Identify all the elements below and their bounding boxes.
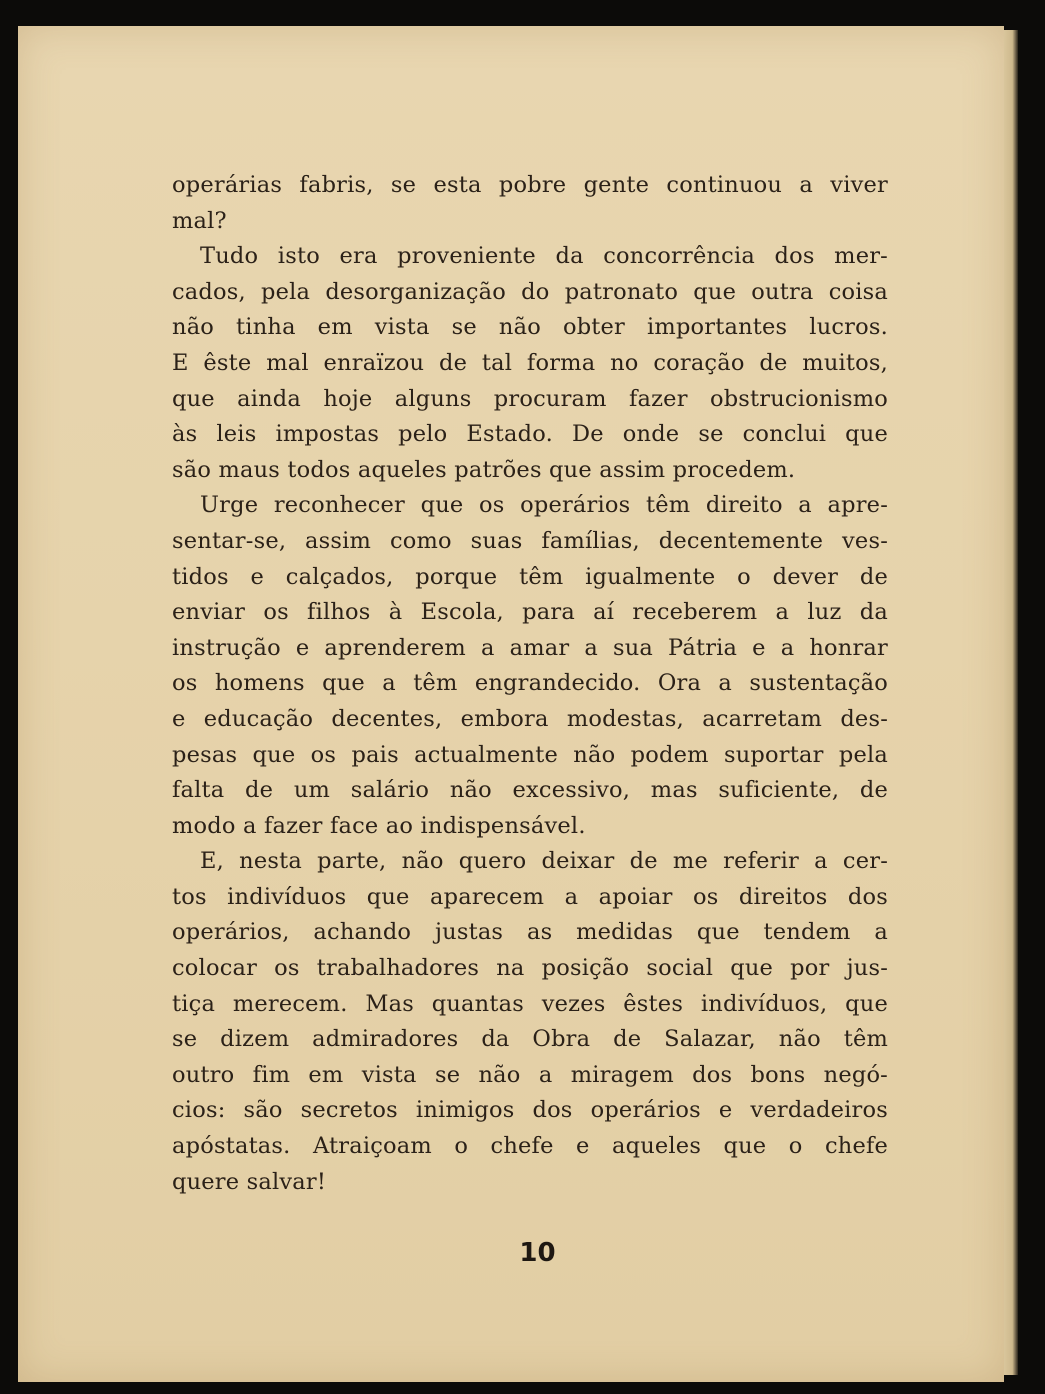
text-line: não tinha em vista se não obter importantes lucros. (172, 314, 888, 341)
text-line: mal? (172, 207, 227, 234)
text-line: operários, achando justas as medidas que tendem a (172, 919, 888, 946)
text-line: e educação decentes, embora modestas, acarretam des- (172, 705, 888, 732)
text-line: apóstatas. Atraiçoam o chefe e aqueles que o chefe (172, 1133, 888, 1160)
text-line: às leis impostas pelo Estado. De onde se conclui que (172, 421, 888, 448)
paragraph (172, 844, 888, 1200)
text-line: pesas que os pais actualmente não podem suportar pela (172, 741, 888, 768)
text-line: que ainda hoje alguns procuram fazer obstrucionismo (172, 385, 888, 412)
text-line: Urge reconhecer que os operários têm direito a apre- (200, 492, 888, 519)
text-line: falta de um salário não excessivo, mas suficiente, de (172, 777, 888, 804)
text-line: quere salvar! (172, 1168, 327, 1195)
text-line: cios: são secretos inimigos dos operários e verdadeiros (172, 1097, 888, 1124)
text-line: sentar-se, assim como suas famílias, decentemente ves- (172, 527, 888, 554)
text-line: colocar os trabalhadores na posição social que por jus- (172, 955, 888, 982)
text-line: enviar os filhos à Escola, para aí receberem a luz da (172, 599, 888, 626)
text-line: tos indivíduos que aparecem a apoiar os direitos dos (172, 883, 888, 910)
text-line: se dizem admiradores da Obra de Salazar, não têm (172, 1026, 888, 1053)
text-line: E êste mal enraïzou de tal forma no coração de muitos, (172, 349, 888, 376)
text-line: tiça merecem. Mas quantas vezes êstes indivíduos, que (172, 990, 888, 1017)
text-line: cados, pela desorganização do patronato que outra coisa (172, 278, 888, 305)
text-line: operárias fabris, se esta pobre gente continuou a viver (172, 172, 888, 198)
text-line: Tudo isto era proveniente da concorrência dos mer- (200, 243, 888, 270)
page-number: 10 (519, 1238, 556, 1268)
text-line: modo a fazer face ao indispensável. (172, 812, 586, 839)
text-line: E, nesta parte, não quero deixar de me referir a cer- (200, 848, 888, 875)
paragraph (172, 239, 888, 488)
text-line: são maus todos aqueles patrões que assim procedem. (172, 456, 796, 483)
text-line: instrução e aprenderem a amar a sua Pátria e a honrar (172, 634, 888, 661)
text-line: outro fim em vista se não a miragem dos bons negó- (172, 1061, 888, 1088)
paragraph (172, 168, 888, 239)
body-text (172, 168, 888, 1200)
text-line: tidos e calçados, porque têm igualmente o dever de (172, 563, 888, 590)
text-line: os homens que a têm engrandecido. Ora a sustentação (172, 670, 888, 697)
paragraph (172, 488, 888, 844)
next-page-edge (1004, 30, 1018, 1375)
